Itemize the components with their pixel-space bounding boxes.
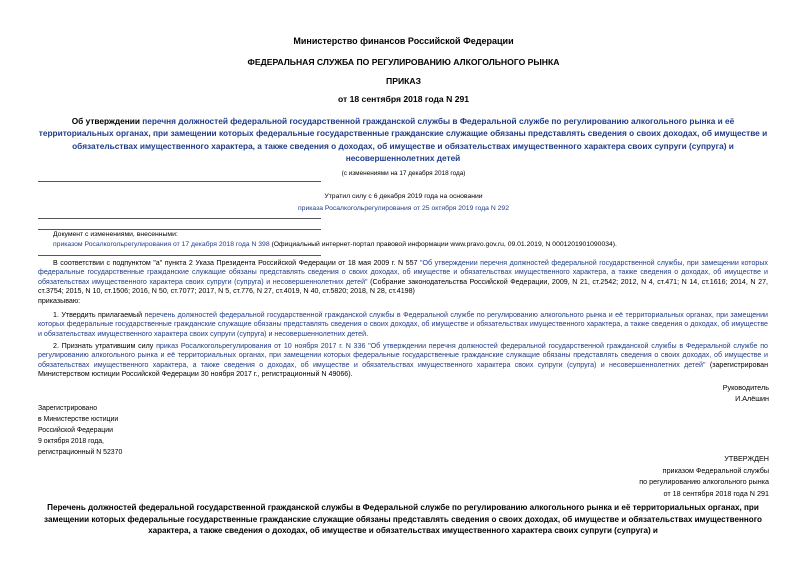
item-2-paragraph <box>38 342 768 380</box>
divider-1 <box>38 181 321 182</box>
item-1-pre: 1. Утвердить прилагаемый <box>53 311 145 319</box>
list-title: Перечень должностей федеральной государственной гражданской службы в Федеральной службе по регулированию алкогольного рынка и её территориальных органах, при замещении которых федеральные государственные гражданские служащие обязаны представлять сведения о своих доходах, об имуществе и обязательствах имущественного характера, а также сведения о доходах, об имуществе и обязательствах имущественного характера своих супруги (супруга) и <box>44 503 762 536</box>
item-1-paragraph <box>38 311 768 339</box>
approved-line: от 18 сентября 2018 года N 291 <box>663 489 769 498</box>
service-name: ФЕДЕРАЛЬНАЯ СЛУЖБА ПО РЕГУЛИРОВАНИЮ АЛКОГОЛЬНОГО РЫНКА <box>247 57 560 67</box>
approved-line: по регулированию алкогольного рынка <box>639 477 769 486</box>
decree-557-link[interactable]: "Об утверждении перечня должностей федеральной государственной службы, при замещении которых федеральные государственные гражданские служащие обязаны представлять сведения о своих доходах, об имуществе и обязательствах имущественного характера, а также сведения о доходах, об имуществе и обязательствах имущественного характера своих супруги (супруга) и несовершеннолетних детей" <box>38 259 768 286</box>
signature-name: И.Алёшин <box>735 394 769 403</box>
lost-force-link[interactable]: приказа Росалкогольрегулирования от 25 октября 2019 года N 292 <box>298 205 509 212</box>
divider-3 <box>38 229 321 230</box>
approved-label: УТВЕРЖДЕН <box>724 454 769 463</box>
item-2-pre: 2. Признать утратившим силу <box>53 342 157 350</box>
order-336-link[interactable]: приказ Росалкогольрегулирования от 10 ноября 2017 г. N 336 "Об утверждении перечня должностей федеральной государственной гражданской службы в Федеральной службе по регулированию алкогольного рынка и её территориальных органах, при замещении которых федеральные государственные гражданские служащие обязаны представлять сведения о своих доходах, об имуществе и обязательствах имущественного характера, а также сведения о доходах, об имуществе и обязательствах имущественного характера своих супруги (супруга) и несовершеннолетних детей" <box>38 342 768 369</box>
signature-position: Руководитель <box>722 383 769 392</box>
changes-line <box>53 241 617 248</box>
approved-list-link[interactable]: перечень должностей федеральной государственной гражданской службы в Федеральной службе по регулированию алкогольного рынка и её территориальных органах, при замещении которых федеральные государственные гражданские служащие обязаны представлять сведения о своих доходах, об имуществе и обязательствах имущественного характера, а также сведения о доходах, об имуществе и обязательствах имущественного характера своих супруги (супруга) и несовершеннолетних детей <box>38 311 768 338</box>
registration-line: Зарегистрировано <box>38 405 98 412</box>
registration-line: 9 октября 2018 года, <box>38 438 104 445</box>
divider-2 <box>38 218 321 219</box>
doc-date-number: от 18 сентября 2018 года N 291 <box>337 94 470 104</box>
doc-type: ПРИКАЗ <box>386 76 421 86</box>
preamble-post: (Собрание законодательства Российской Федерации, 2009, N 21, ст.2542; 2012, N 4, ст.471; N 14, ст.1616; 2014, N 27, ст.3754; 2015, N 10, ст.1506; 2016, N 50, ст.7077; 2017, N 5, ст.776, N 27, ст.4019, N 40, ст.5820; 2018, N 28, ст.4198) <box>38 277 768 296</box>
lost-force-line: Утратил силу с 6 декабря 2019 года на основании <box>324 193 483 200</box>
changes-tail: (Официальный интернет-портал правовой информации www.pravo.gov.ru, 09.01.2019, N 0001201901090034). <box>269 241 617 248</box>
changes-label: Документ с изменениями, внесенными: <box>53 231 178 238</box>
approved-line: приказом Федеральной службы <box>662 466 769 475</box>
preamble-paragraph <box>38 259 768 297</box>
ministry-name: Министерство финансов Российской Федерации <box>293 36 514 46</box>
title-prefix: Об утверждении <box>71 116 143 126</box>
item-2-post: (зарегистрирован Министерством юстиции Российской Федерации 30 ноября 2017 г., регистрационный N 49066). <box>38 360 769 379</box>
registration-line: Российской Федерации <box>38 427 113 434</box>
amended-note: (с изменениями на 17 декабря 2018 года) <box>341 170 466 177</box>
changes-link[interactable]: приказом Росалкогольрегулирования от 17 декабря 2018 года N 398 <box>53 241 270 248</box>
registration-line: в Министерстве юстиции <box>38 416 119 423</box>
registration-block <box>38 403 122 458</box>
preamble-pre: В соответствии с подпунктом "а" пункта 2 Указа Президента Российской Федерации от 18 мая 2009 г. N 557 <box>53 259 420 267</box>
item-1-post: . <box>366 329 369 338</box>
registration-line: регистрационный N 52370 <box>38 449 123 456</box>
title-link[interactable]: перечня должностей федеральной государственной гражданской службы в Федеральной службе по регулированию алкогольного рынка и её территориальных органах, при замещении которых федеральные государственные гражданские служащие обязаны представлять сведения о своих доходах, об имуществе и обязательствах имущественного характера, а также сведения о доходах, об имуществе и обязательствах имущественного характера своих супруги (супруга) и несовершеннолетних детей <box>38 116 768 164</box>
divider-4 <box>38 255 321 256</box>
doc-title <box>38 115 768 165</box>
order-word: приказываю: <box>38 297 81 305</box>
